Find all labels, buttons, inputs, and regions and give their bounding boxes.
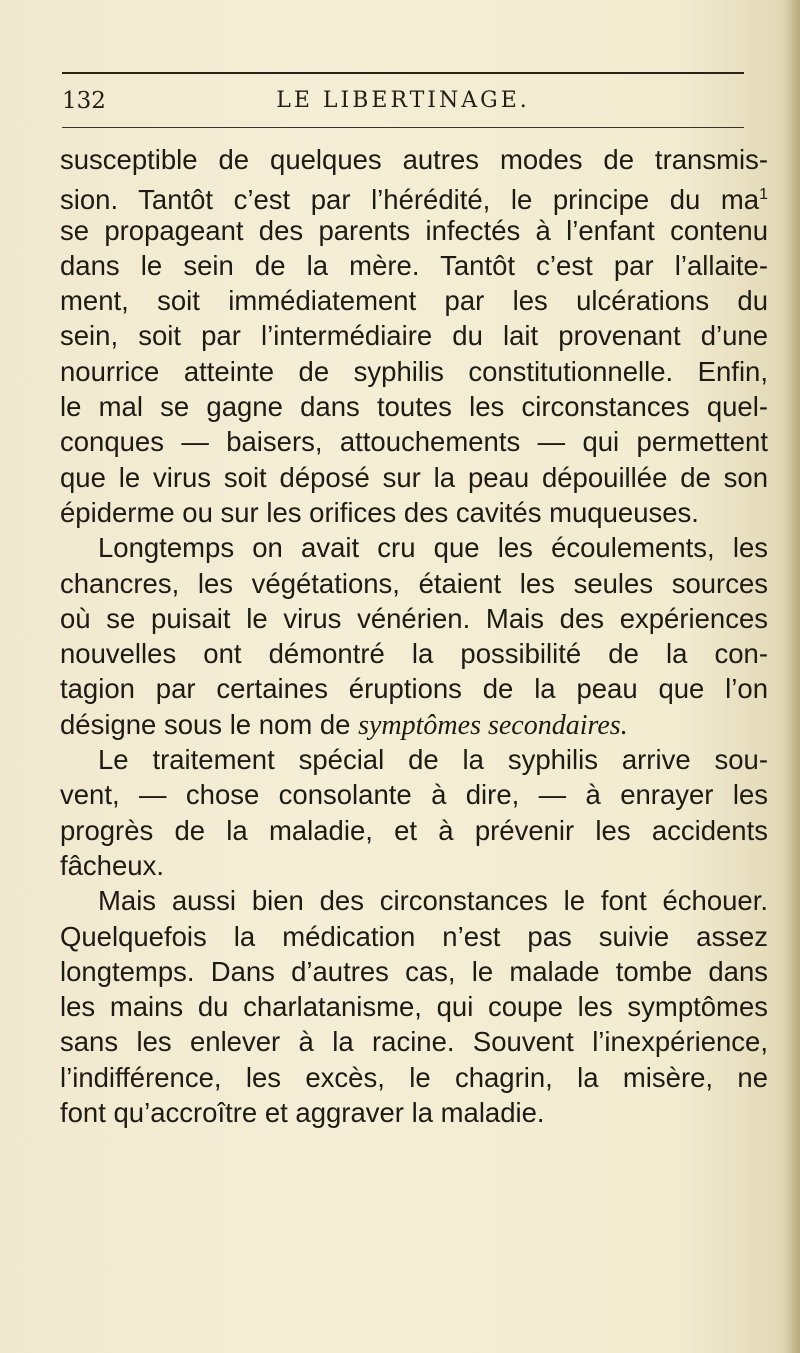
text-line: sein, soit par l’intermédiaire du lait provenant d’une [60,320,768,352]
text-line: nourrice atteinte de syphilis constitutionnelle. Enfin, [60,355,768,387]
footnote-marker: 1 [759,186,768,204]
text-line: sans les enlever à la racine. Souvent l’inexpérience, [60,1026,768,1058]
page-edge-shadow [786,0,800,1353]
text-line: longtemps. Dans d’autres cas, le malade tombe dans [60,955,768,987]
text-line: progrès de la maladie, et à prévenir les accidents [60,814,768,846]
text-line: chancres, les végétations, étaient les seules sources [60,567,768,599]
text-line: désigne sous le nom de symptômes secondaires. [60,708,628,741]
text-line: tagion par certaines éruptions de la peau que l’on [60,673,768,705]
text-line: Longtemps on avait cru que les écoulements, les [98,532,768,564]
body-text [60,142,768,1130]
text-line: nouvelles ont démontré la possibilité de la con- [60,638,768,670]
page-number: 132 [62,88,106,114]
running-title: LE LIBERTINAGE. [276,88,530,113]
text-line: conques — baisers, attouchements — qui permettent [60,426,768,458]
text-line: fâcheux. [60,849,164,881]
text-line: les mains du charlatanisme, qui coupe les symptômes [60,991,768,1023]
text-line: où se puisait le virus vénérien. Mais des expériences [60,602,768,634]
running-header [62,86,744,120]
text-line: sion. Tantôt c’est par l’hérédité, le principe du $ma^1$ [60,184,768,216]
text-line: que le virus soit déposé sur la peau dépouillée de son [60,461,768,493]
text-line: épiderme ou sur les orifices des cavités muqueuses. [60,496,699,528]
text-line: dans le sein de la mère. Tantôt c’est par l’allaite- [60,249,768,281]
text-line: le mal se gagne dans toutes les circonstances quel- [60,391,768,423]
text-line: l’indifférence, les excès, le chagrin, la misère, ne [60,1061,768,1093]
text-line: susceptible de quelques autres modes de transmis- [60,144,768,175]
text-line: Mais aussi bien des circonstances le font échouer. [98,885,768,917]
header-rule-bottom [62,127,744,128]
text-line: ment, soit immédiatement par les ulcérations du [60,285,768,317]
text-line: Quelquefois la médication n’est pas suivie assez [60,920,768,952]
header-rule-top [62,72,744,74]
text-line: Le traitement spécial de la syphilis arrive sou- [98,744,768,776]
italic-phrase: symptômes secondaires. [358,709,628,741]
text-line: font qu’accroître et aggraver la maladie. [60,1097,545,1129]
text-line: se propageant des parents infectés à l’enfant contenu [60,214,768,246]
text-line: vent, — chose consolante à dire, — à enrayer les [60,779,768,811]
